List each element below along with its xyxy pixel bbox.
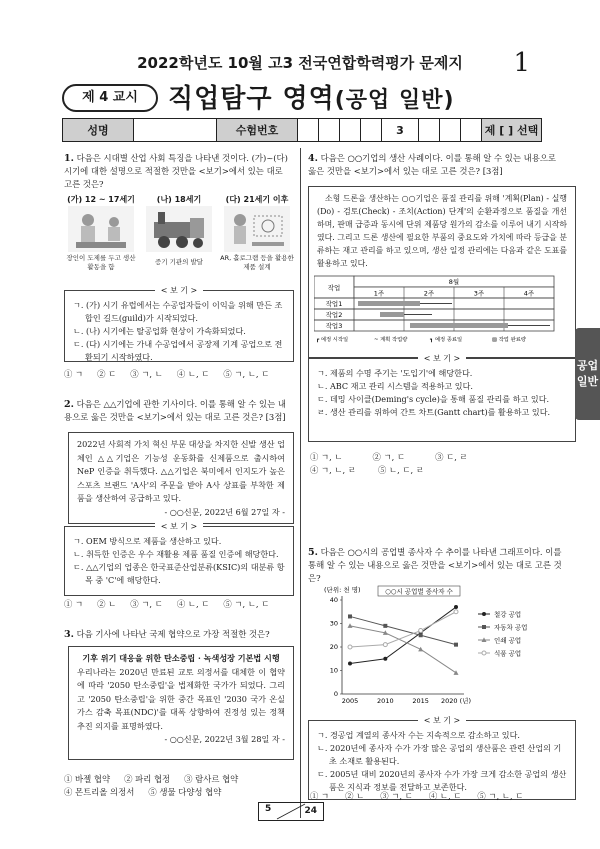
- exam-number-box-2[interactable]: [319, 119, 340, 141]
- q5-bogi-box: [308, 716, 576, 800]
- choice-5[interactable]: ⑤ 생물 다양성 협약: [148, 787, 222, 797]
- exam-number-box-3[interactable]: [340, 119, 361, 141]
- chart-title: ○○시 공업별 종사자 수: [385, 587, 453, 596]
- bogi-item: ㄷ. (다) 시기에는 가내 수공업에서 공장제 기계 공업으로 전환되기 시작하였다.: [73, 339, 283, 362]
- exam-number-box-1[interactable]: [298, 119, 319, 141]
- chart-series-line: [350, 607, 456, 663]
- gantt-legend-done: ▨ 작업 완료량: [492, 337, 526, 343]
- chart-data-point: [383, 643, 387, 647]
- bogi-item: ㄱ. 경공업 계열의 종사자 수는 지속적으로 감소하고 있다.: [317, 730, 520, 740]
- question-5: [308, 546, 566, 585]
- exam-number-box-6[interactable]: [440, 119, 461, 141]
- current-page: 5: [265, 804, 272, 814]
- exam-number-box-4[interactable]: [361, 119, 382, 141]
- choice-4[interactable]: ④ ㄴ, ㄷ: [428, 791, 462, 801]
- article-body: 우리나라는 2020년 만료된 교토 의정서를 대체한 이 협약에 따라 '2050 탄소중립'을 법제화한 국가가 되었다. 그리고 '2050 탄소중립'을 위한 중간 목표인 '2030 국가 온실가스 감축 목표(NDC)'를 대폭 상향하여 진정성 있는 정책 추진 의지를 표명하였다.: [77, 666, 285, 731]
- chart-x-tick-label: 2005: [341, 697, 359, 705]
- chart-data-point: [348, 623, 353, 628]
- bogi-item: ㄷ. △△기업의 업종은 한국표준산업분류(KSIC)의 대분류 항목 중 'C'에 해당한다.: [73, 562, 285, 585]
- choice-3[interactable]: ③ ㄷ, ㄹ: [435, 452, 468, 462]
- case-text: 소형 드론을 생산하는 ○○기업은 품질 관리를 위해 '계획(Plan) - 실행(Do) - 검토(Check) - 조치(Action) 단계'의 순환과정으로 품질을 개선하며, 판매 급증과 동시에 단위 제품당 원가의 감소를 이루어 내기 시작하였다. 그리고 드론 생산에 필요한 부품의 중요도와 가치에 따라 등급을 분류하는 재고 관리를 하고 있으며, 생산 일정 관리에는 다음과 같은 도표를 활용하고 있다.: [317, 194, 567, 268]
- bogi-item: ㄹ. 생산 관리를 위하여 간트 차트(Gantt chart)를 활용하고 있다.: [317, 407, 551, 417]
- subject-sub: (공업 일반): [334, 88, 455, 113]
- steam-engine-illustration: [146, 206, 212, 252]
- q4-choices-row-2: [310, 464, 560, 476]
- chart-x-tick-label: 2010: [377, 697, 394, 705]
- era-caption-c: AR, 홀로그램 등을 활용한 제품 설계: [220, 254, 294, 271]
- article-title: 기후 위기 대응을 위한 탄소중립 · 녹색성장 기본법 시행: [82, 653, 280, 663]
- exam-number-box-5[interactable]: [419, 119, 440, 141]
- choice-4[interactable]: ④ ㄴ, ㄷ: [176, 599, 210, 609]
- chart-data-point: [383, 624, 387, 628]
- chart-x-tick-label: 2020 (년): [441, 697, 471, 705]
- bogi-item: ㄷ. 데밍 사이클(Deming's cycle)을 통해 품질 관리를 하고 있다.: [317, 394, 550, 404]
- chart-data-point: [454, 670, 459, 675]
- chart-y-tick-label: 0: [333, 690, 338, 699]
- page-counter: [258, 802, 324, 821]
- choice-4[interactable]: ④ ㄴ, ㄷ: [176, 369, 210, 379]
- chart-y-tick-label: 10: [329, 666, 338, 675]
- choice-2[interactable]: ② ㄷ: [97, 369, 117, 379]
- article-source: - ○○신문, 2022년 3월 28일 자 -: [164, 734, 285, 744]
- choice-3[interactable]: ③ ㄱ, ㄷ: [380, 791, 413, 801]
- question-number: 3.: [64, 629, 74, 640]
- chart-data-point: [419, 629, 423, 633]
- question-number: 2.: [64, 399, 74, 410]
- chart-data-point: [482, 612, 486, 616]
- ar-hologram-illustration: [224, 206, 290, 252]
- gantt-legend-start: ┏ 예정 시작일: [316, 337, 349, 343]
- name-field[interactable]: [134, 119, 217, 141]
- info-bar: [62, 118, 542, 142]
- chart-y-tick-label: 20: [329, 643, 338, 652]
- chart-legend-label: 자동차 공업: [494, 623, 528, 632]
- choice-5[interactable]: ⑤ ㄱ, ㄴ, ㄷ: [223, 369, 270, 379]
- question-4: [308, 152, 566, 178]
- gantt-legend-plan: ~ 계획 작업량: [374, 337, 408, 343]
- chart-y-tick-label: 40: [329, 596, 338, 605]
- question-number: 1.: [64, 153, 74, 164]
- choice-2[interactable]: ② ㄴ: [97, 599, 117, 609]
- question-number: 4.: [308, 153, 318, 164]
- q4-bogi-box: [308, 354, 576, 442]
- question-3: [64, 628, 292, 641]
- subject-main: 직업탐구 영역: [168, 84, 335, 114]
- bogi-item: ㄱ. (가) 시기 유럽에서는 수공업자들이 이익을 위해 만든 조합인 길드(guild)가 시작되었다.: [73, 300, 283, 323]
- choice-2[interactable]: ② ㄴ: [345, 791, 365, 801]
- column-divider: [300, 148, 301, 818]
- chart-axes: [330, 596, 471, 705]
- question-prompt: 다음은 ○○기업의 생산 사례이다. 이를 통해 알 수 있는 내용으로 옳은 것만을 <보기>에서 있는 대로 고른 것은? [3점]: [308, 153, 556, 176]
- choice-5[interactable]: ⑤ ㄱ, ㄴ, ㄷ: [223, 599, 270, 609]
- choice-1[interactable]: ① ㄱ: [64, 599, 84, 609]
- choice-4[interactable]: ④ 몬트리올 의정서: [64, 787, 135, 797]
- gantt-week: 4주: [523, 289, 535, 298]
- q3-choices-row-2: [64, 786, 294, 798]
- era-figure: [64, 194, 294, 280]
- gantt-bar-task-1: [358, 301, 420, 306]
- era-label-a: (가) 12 ~ 17세기: [67, 195, 135, 204]
- question-number: 5.: [308, 547, 318, 558]
- q2-bogi-box: [64, 522, 294, 596]
- craftsman-illustration: [68, 206, 134, 252]
- chart-legend-label: 철강 공업: [494, 610, 522, 619]
- era-label-b: (나) 18세기: [156, 195, 202, 204]
- page-number: 1: [513, 48, 530, 78]
- bogi-item: ㄱ. OEM 방식으로 제품을 생산하고 있다.: [73, 536, 222, 546]
- gantt-task-label: 작업2: [325, 311, 343, 319]
- choice-3[interactable]: ③ ㄱ, ㄷ: [130, 599, 163, 609]
- chart-legend-label: 식품 공업: [494, 649, 522, 658]
- article-body: 2022년 사회적 가치 혁신 부문 대상을 차지한 신발 생산 업체인 △△기업은 기능성 운동화를 신제품으로 출시하여 NeP 인증을 취득했다. △△기업은 북미에서 인지도가 높은 스포츠 브랜드 'A사'의 주문을 받아 A사 상표를 부착한 제품을 생산하여 공급하고 있다.: [77, 439, 285, 503]
- chart-data-point: [348, 661, 352, 665]
- chart-data-point: [482, 625, 486, 629]
- question-2: [64, 398, 292, 424]
- gantt-bar-task-3: [410, 323, 508, 328]
- chart-data-point: [383, 657, 387, 661]
- gantt-chart: [314, 272, 558, 344]
- chart-y-tick-label: 30: [329, 619, 338, 628]
- era-caption-b: 증기 기관의 발달: [154, 258, 204, 266]
- choice-4[interactable]: ④ ㄱ, ㄴ, ㄹ: [310, 465, 356, 475]
- bogi-item: ㄴ. (나) 시기에는 탈공업화 현상이 가속화되었다.: [73, 326, 246, 336]
- employment-line-chart: [310, 584, 564, 708]
- bogi-item: ㄴ. ABC 재고 관리 시스템을 적용하고 있다.: [317, 381, 473, 391]
- chart-data-point: [454, 610, 458, 614]
- q1-choices: [64, 368, 294, 380]
- chart-data-point: [454, 605, 458, 609]
- q1-bogi-box: [64, 286, 294, 362]
- total-pages: 24: [304, 806, 317, 816]
- question-prompt: 다음은 △△기업에 관한 기사이다. 이를 통해 알 수 있는 내용으로 옳은 것만을 <보기>에서 있는 대로 고른 것은? [3점]: [64, 399, 286, 422]
- chart-data-point: [419, 633, 423, 637]
- chart-x-tick-label: 2015: [412, 697, 429, 705]
- side-tab-line-2: 일반: [576, 375, 599, 388]
- q5-choices: [310, 790, 566, 802]
- question-prompt: 다음은 시대별 산업 사회 특징을 나타낸 것이다. (가)~(다) 시기에 대한 설명으로 적절한 것만을 <보기>에서 있는 대로 고른 것은?: [64, 153, 288, 189]
- gantt-month: 8월: [448, 278, 460, 286]
- choice-3[interactable]: ③ ㄱ, ㄴ: [130, 369, 163, 379]
- chart-y-axis-label: (단위: 천 명): [324, 586, 361, 594]
- bogi-item: ㄱ. 제품의 수명 주기는 '도입기'에 해당한다.: [317, 368, 473, 378]
- bogi-item: ㄴ. 2020년에 종사자 수가 가장 많은 공업의 생산품은 관련 산업의 기초 소재로 활용된다.: [317, 743, 562, 766]
- bogi-item: ㄴ. 취득한 인증은 우수 재활용 제품 품질 인증에 해당한다.: [73, 549, 279, 559]
- choice-1[interactable]: ① ㄱ: [310, 791, 330, 801]
- q4-choices-row-1: [310, 451, 560, 463]
- choice-1[interactable]: ① ㄱ: [64, 369, 84, 379]
- name-label: 성명: [63, 119, 134, 141]
- question-1: [64, 152, 292, 191]
- question-prompt: 다음은 ○○시의 공업별 종사자 수 추이를 나타낸 그래프이다. 이를 통해 알 수 있는 내용으로 옳은 것만을 <보기>에서 있는 대로 고른 것은?: [308, 547, 562, 583]
- gantt-legend-end: ┓ 예정 종료일: [430, 337, 463, 343]
- exam-number-label: 수험번호: [217, 119, 298, 141]
- q2-article: [68, 432, 294, 524]
- chart-data-point: [348, 645, 352, 649]
- bogi-item: ㄷ. 2005년 대비 2020년의 종사자 수가 가장 크게 감소한 공업의 생산품은 지식과 정보를 전달하고 보존한다.: [317, 769, 567, 792]
- choice-2[interactable]: ② ㄱ, ㄷ: [372, 452, 406, 462]
- gantt-task-label: 작업1: [325, 300, 343, 308]
- subject-title: [168, 78, 455, 115]
- gantt-week: 3주: [473, 289, 485, 298]
- subject-side-tab: [575, 328, 600, 420]
- period-badge: 제 4 교시: [62, 84, 158, 112]
- chart-series-line: [350, 626, 456, 673]
- gantt-week: 1주: [373, 289, 385, 298]
- bogi-title: < 보 기 >: [155, 522, 204, 531]
- select-label: 제 [ ] 선택: [482, 119, 541, 141]
- chart-data-point: [348, 614, 352, 618]
- gantt-task-label: 작업3: [325, 322, 343, 330]
- q3-article: [68, 646, 294, 760]
- bogi-title: < 보 기 >: [418, 716, 467, 725]
- choice-2[interactable]: ② 파리 협정: [124, 774, 171, 784]
- side-tab-line-1: 공업: [576, 359, 599, 372]
- gantt-corner-label: 작업: [327, 284, 341, 292]
- article-source: - ○○신문, 2022년 6월 27일 자 -: [164, 506, 285, 517]
- chart-series-group: [348, 605, 459, 675]
- choice-3[interactable]: ③ 람사르 협약: [184, 774, 239, 784]
- exam-title: 2022학년도 10월 고3 전국연합학력평가 문제지: [137, 54, 463, 72]
- choice-5[interactable]: ⑤ ㄱ, ㄴ, ㄷ: [477, 791, 524, 801]
- q3-choices-row-1: [64, 773, 294, 785]
- era-label-c: (다) 21세기 이후: [225, 195, 289, 204]
- gantt-week: 2주: [423, 289, 435, 298]
- choice-1[interactable]: ① 바젤 협약: [64, 774, 111, 784]
- bogi-title: < 보 기 >: [418, 354, 467, 363]
- exam-number-box-7[interactable]: [461, 119, 482, 141]
- exam-number-digit: 3: [382, 119, 419, 141]
- choice-1[interactable]: ① ㄱ, ㄴ: [310, 452, 343, 462]
- chart-legend-label: 인쇄 공업: [494, 636, 522, 645]
- choice-5[interactable]: ⑤ ㄴ, ㄷ, ㄹ: [377, 465, 424, 475]
- chart-data-point: [482, 651, 486, 655]
- chart-legend: [478, 609, 527, 657]
- chart-data-point: [454, 643, 458, 647]
- era-caption-a: 장인이 도제를 두고 생산 활동을 함: [66, 254, 136, 271]
- gantt-bar-task-2: [380, 312, 404, 317]
- q2-choices: [64, 598, 294, 610]
- question-prompt: 다음 기사에 나타난 국제 협약으로 가장 적절한 것은?: [76, 629, 270, 639]
- bogi-title: < 보 기 >: [155, 286, 204, 295]
